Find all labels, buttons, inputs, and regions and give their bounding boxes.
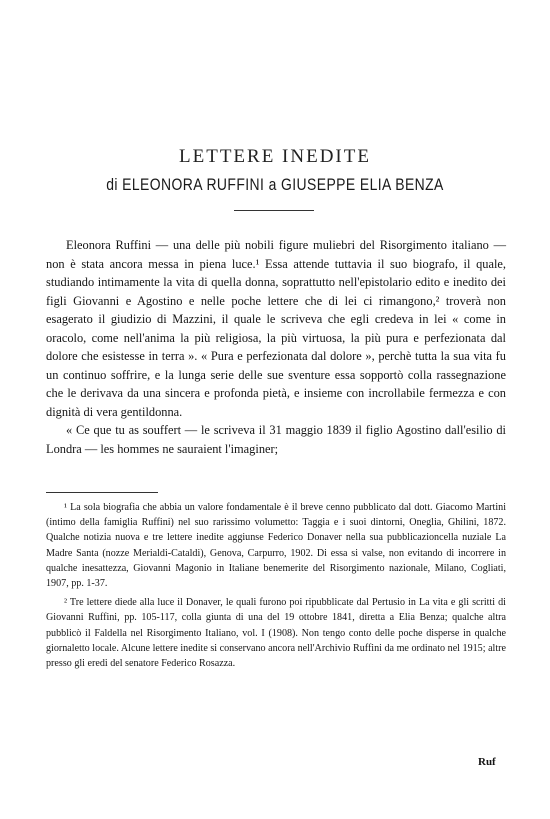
page-title: LETTERE INEDITE — [179, 146, 371, 167]
paragraph-2: « Ce que tu as souffert — le scriveva il 31 maggio 1839 il figlio Agostino dall'esilio di Londra — les hommes ne sauraient l'imaginer; — [46, 423, 506, 456]
footnotes — [46, 500, 506, 675]
signature-mark: Ruf — [478, 756, 496, 768]
footnote-divider — [46, 492, 158, 493]
main-text — [46, 236, 506, 458]
paragraph-1: Eleonora Ruffini — una delle più nobili figure muliebri del Risorgimento italiano — non è stata ancora messa in piena luce.¹ Essa attende tuttavia il suo biografo, il quale, studiando intimamente la vita di quella donna, soprattutto nell'epistolario edito e inedito dei figli Giovanni e Agostino e nelle poche lettere che di lei ci rimangono,² troverà non esagerato il giudizio di Mazzini, il quale le scriveva che egli credeva in lei « come in oracolo, come nell'anima la più religiosa, la più virtuosa, la più pura e perfezionata dal dolore che esistesse in terra ». « Pura e perfezionata dal dolore », perchè tutta la sua vita fu un continuo soffrire, e la lunga serie delle sue sventure essa sopportò colla rassegnazione che le derivava da una sincera e profonda pietà, e insieme con incrollabile fermezza e con dignità di vera gentildonna. — [46, 238, 506, 419]
title-divider — [234, 210, 314, 211]
footnote-1: ¹ La sola biografia che abbia un valore fondamentale è il breve cenno pubblicato dal dott. Giacomo Martini (intimo della famiglia Ruffini) nel suo rarissimo volumetto: Taggia e i suoi dintorni, Oneglia, Ghilini, 1872. Qualche notizia nuova e tre lettere inedite aggiunse Federico Donaver nella sua pubblicazioncella nuziale La Madre Santa (nozze Merialdi-Cataldi), Genova, Carpurro, 1902. Di essa si valse, non evitando di incorrere in qualche inesattezza, Giovanni Magonio in Italiane benemerite del Risorgimento nazionale, Milano, Cogliati, 1907, pp. 1-37. — [46, 502, 506, 590]
footnote-2: ² Tre lettere diede alla luce il Donaver, le quali furono poi ripubblicate dal Pertusio in La vita e gli scritti di Giovanni Ruffini, pp. 105-117, colla giunta di una del 19 ottobre 1841, diretta a Elia Benza; qualche altra pubblicò il Faldella nel Risorgimento Italiano, vol. I (1908). Non tengo conto delle poche disperse in qualche giornaletto locale. Alcune lettere inedite si conservano ancora nell'Archivio Ruffini da me ordinato nel 1915; altre presso gli eredi del senatore Federico Rosazza. — [46, 597, 506, 670]
page-subtitle: di ELEONORA RUFFINI a GIUSEPPE ELIA BENZA — [106, 175, 444, 194]
